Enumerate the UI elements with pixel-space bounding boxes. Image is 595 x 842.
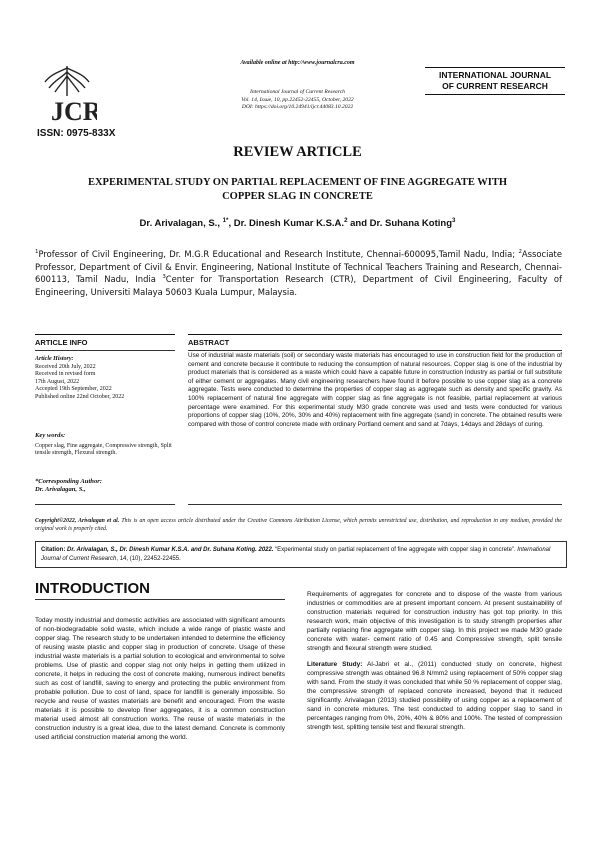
intro-right-column — [307, 590, 562, 739]
corr-name: Dr. Arivalagan, S., — [35, 486, 86, 493]
citation-authors: Dr. Arivalagan, S., Dr. Dinesh Kumar K.S.A. and Dr. Suhana Koting. 2022. — [67, 547, 274, 553]
introduction-rule — [35, 599, 285, 600]
author-1-sup: 1* — [222, 216, 229, 224]
keywords-label: Key words: — [35, 432, 66, 439]
intro-left-column: Today mostly industrial and domestic activities are associated with significant amounts of non-biodegradable solid waste, which include a wide range of plastic waste and copper slag. The research study to be undertaken intended to determine the efficiency of reusing waste plastic and copper slag in production of concrete. Usage of these industrial waste materials is a partial solution to ecological and environmental to solve problems. Use of plastic and copper slag not only helps in getting them utilized in concrete, it helps in reducing the cost of concrete making, numerous indirect benefits such as cost of landfill, saving to energy and protecting the public environment from probable pollution. Due to cost of land, space for landfill is generally impossible. So recycle and reuse of wastes materials are benefit and encouraged. From the waste materials it is possible to develop finer aggregates, it is a common construction material used almost all construction works. The reuse of waste materials in the construction industry is a great idea, due to the latest demand. Concrete is commonly used artificial construction material among the world. — [35, 617, 285, 741]
affil-sup-1: 1 — [35, 249, 39, 256]
keywords — [35, 432, 175, 458]
journal-logo — [37, 62, 97, 128]
citation-journal: International Journal of Current Research — [41, 547, 551, 562]
title-line1: EXPERIMENTAL STUDY ON PARTIAL REPLACEMENT OF FINE AGGREGATE WITH — [87, 177, 508, 188]
article-history — [35, 356, 175, 402]
intro-right-paragraph-1: Requirements of aggregates for concrete and to dispose of the waste from various industries or commodities are at present important concern. At present sustainability of construction materials required for construction industry has got top priority. In this research work, main objective of this investigation is to study strength properties after partially replacing fine aggregate with copper slag. In this project we made M30 grade concrete with water- cement ratio of 0.45 and Compressive strength, split tensile strength and flexural strength were studied. — [307, 591, 562, 652]
journal-italic: International Journal of Current Research — [250, 89, 345, 96]
corresponding-author — [35, 478, 175, 494]
issn: ISSN: 0975-833X — [37, 128, 116, 139]
header-rule-top — [425, 67, 565, 68]
corr-label: *Corresponding Author: — [35, 478, 102, 485]
literature-study-text: Al-Jabri et al., (2011) conducted study on concrete, highest compressive strength was obtained 96.8 N/mm2 using replacement of 50% copper slag with sand. From the study it was concluded that while 50 % replacement of copper slag, the compressive strength of replaced concrete increased, beyond that it reduced significantly. Arivalagan (2013) studied possibility of using copper as a replacement of sand in concrete mixtures. The test conducted to adding copper slag to sand in percentages ranging from 0%, 20%, 40% & 80% and 100%. The tested of compression strength test, splitting tensile test and flexural strength. — [307, 661, 563, 731]
copyright-text: This is an open access article distributed under the Creative Commons Attribution License, which permits unrestricted use, distribution, and reproduction in any medium, provided the original work is properly cited. — [35, 518, 562, 533]
paper-title — [30, 176, 565, 204]
citation-text: “Experimental study on partial replacement of fine aggregate with copper slag in concrete”. — [273, 547, 518, 553]
author-3-sup: 3 — [452, 216, 456, 224]
affil-sup-3: 3 — [162, 274, 166, 281]
literature-study-paragraph — [307, 660, 562, 732]
author-2-sup: 2 — [344, 216, 348, 224]
title-line2: COPPER SLAG IN CONCRETE — [222, 191, 373, 202]
history-received: Received 20th July, 2022 — [35, 363, 96, 370]
citation-tail: , 14, (10), 22452-22455. — [116, 555, 181, 562]
header-rule-bottom — [425, 94, 565, 95]
info-bottom-rule — [35, 504, 175, 505]
history-accepted: Accepted 19th September, 2022 — [35, 386, 112, 393]
author-3: and Dr. Suhana Koting — [347, 218, 453, 229]
authors — [30, 218, 565, 229]
author-1: Dr. Arivalagan, S., — [139, 218, 223, 229]
keywords-text: Copper slag, Fine aggregate, Compressive strength, Split tensile strength, Flexural strength. — [35, 442, 172, 457]
citation-box — [35, 541, 567, 568]
author-2: , Dr. Dinesh Kumar K.S.A. — [228, 218, 345, 229]
history-published: Published online 22nd October, 2022 — [35, 393, 125, 400]
affil-2: Associate Professor, Department of Civil & Envir. Engineering, National Institute of Technical Teachers Training and Research, Chennai- 600113, Tamil Nadu, India — [35, 249, 562, 284]
history-label: Article History: — [35, 356, 74, 362]
citation-label: Citation: — [41, 547, 67, 553]
journal-name-line2: OF CURRENT RESEARCH — [442, 81, 548, 91]
affil-3: Center for Transportation Research (CTR), Department of Civil Engineering, Faculty of Engineering, Universiti Malaya 50603 Kuala Lumpur, Malaysia. — [35, 274, 562, 297]
abstract-text: Use of industrial waste materials (soil) or secondary waste materials has encouraged to use in construction field for the production of cement and concrete because it contribute to reducing the consumption of natural resources. Copper slag is one of the industrial by product materials that is considered as a waste which could have a capable future in construction Industry as partial or full substitute of either cement or aggregates. Many civil engineering researchers have found it before possible to use copper slag as a concrete aggregate. Tests were conducted to determine the properties of copper slag as aggregate such as density and specific gravity. As 100% replacement of natural fine aggregate with copper slag as fine aggregate is not feasible, partial replacement at various percentage were examined. For this experimental study M30 grade concrete was used and tests were conducted for various proportions of copper slag (10%, 20%, 30% and 40%) replacement with fine aggregate (sand) in concrete. The obtained results were compared with those of control concrete made with ordinary Portland cement and sand at 7days, 14days and 28days of curing. — [188, 352, 562, 428]
history-revised-1: Received in revised form — [35, 371, 96, 378]
doi-line: DOI: https://doi.org/10.24941/ijcr.44083.10.2022 — [241, 104, 354, 111]
abstract-bottom-rule — [188, 504, 562, 505]
volume-line: Vol. 14, Issue, 10, pp.22452-22455, October, 2022 — [241, 96, 354, 103]
history-revised-2: 17th August, 2022 — [35, 378, 80, 385]
journal-header-center — [200, 60, 395, 112]
abstract-heading: ABSTRACT — [188, 334, 562, 351]
available-online: Available online at http://www.journalcra.com — [240, 60, 355, 66]
svg-text:JCR: JCR — [51, 97, 97, 126]
affil-sup-2: 2 — [518, 249, 522, 256]
journal-name — [425, 70, 565, 92]
article-info-heading: ARTICLE INFO — [35, 334, 175, 351]
journal-name-line1: INTERNATIONAL JOURNAL — [438, 70, 552, 80]
literature-study-label: Literature Study: — [307, 661, 363, 668]
copyright-bold: Copyright©2022, Arivalagan et al. — [35, 518, 120, 524]
copyright-notice — [35, 517, 562, 533]
introduction-heading: INTRODUCTION — [35, 580, 150, 597]
article-type: REVIEW ARTICLE — [233, 144, 362, 160]
affiliations — [35, 248, 562, 298]
affil-1: Professor of Civil Engineering, Dr. M.G.R Educational and Research Institute, Chennai-600095,Tamil Nadu, India; — [38, 249, 519, 259]
